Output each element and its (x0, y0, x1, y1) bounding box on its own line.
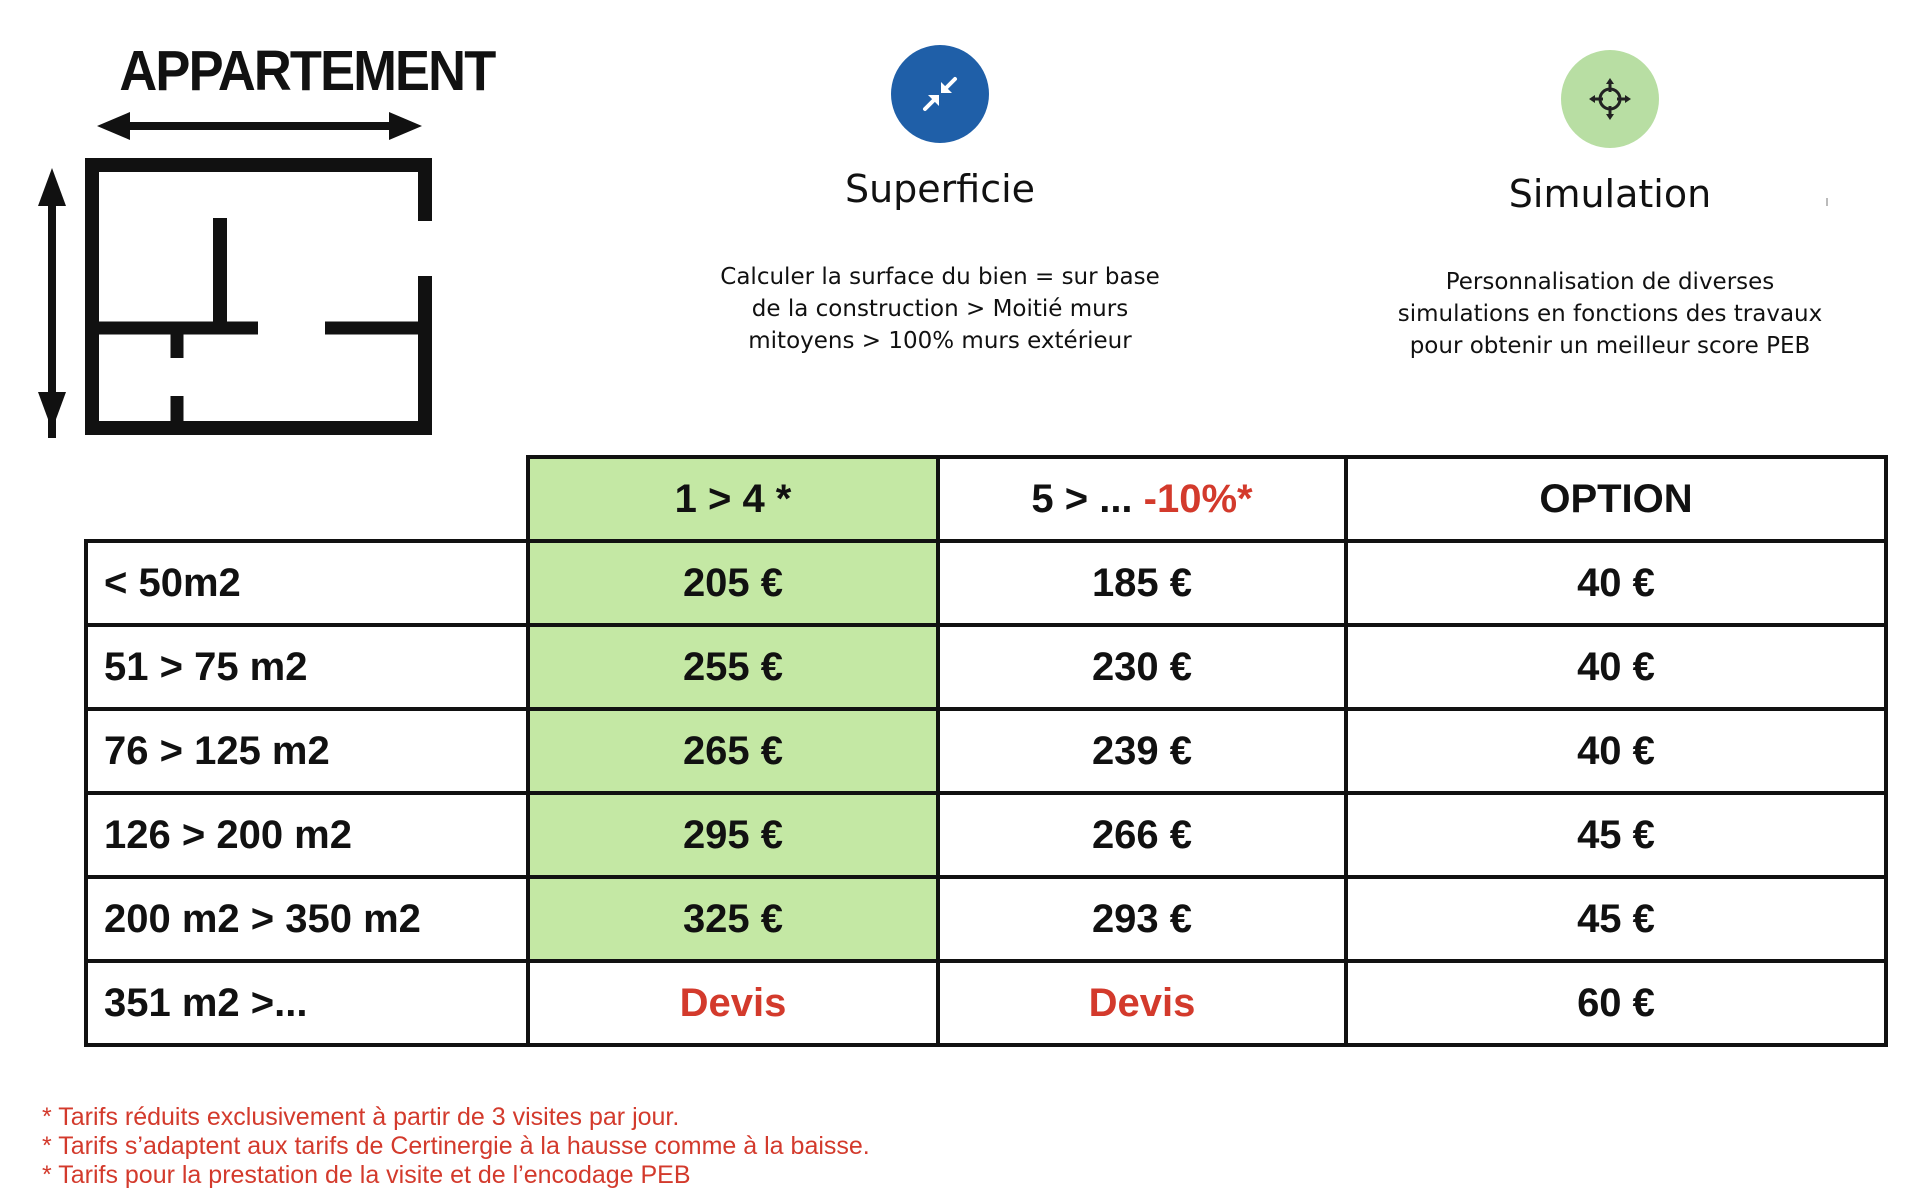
price-option: 45 € (1346, 793, 1886, 877)
price-option: 40 € (1346, 625, 1886, 709)
footnote: * Tarifs réduits exclusivement à partir de 3 visites par jour. (42, 1103, 680, 1131)
table-row (86, 793, 1886, 877)
price-1-4: 265 € (528, 709, 938, 793)
price-5-plus: 230 € (938, 625, 1346, 709)
surface-range: 51 > 75 m2 (86, 625, 528, 709)
description-line: pour obtenir un meilleur score PEB (1409, 333, 1811, 359)
crosshair-icon (1561, 50, 1659, 148)
surface-range: < 50m2 (86, 541, 528, 625)
floorplan-icon (30, 38, 440, 438)
quote-5-plus: Devis (938, 961, 1346, 1045)
footnotes (42, 1103, 870, 1190)
price-1-4: 205 € (528, 541, 938, 625)
feature-superficie (690, 45, 1190, 357)
footnote: * Tarifs s’adaptent aux tarifs de Certinergie à la hausse comme à la baisse. (42, 1132, 870, 1160)
table-row (86, 541, 1886, 625)
simulation-badge (1561, 50, 1659, 148)
simulation-title: Simulation (1508, 172, 1712, 216)
pricing-table (84, 455, 1888, 1047)
table-row (86, 625, 1886, 709)
header-5-plus-label: 5 > ... (1031, 476, 1144, 521)
surface-range: 126 > 200 m2 (86, 793, 528, 877)
price-1-4: 295 € (528, 793, 938, 877)
description-line: Calculer la surface du bien = sur base (720, 264, 1160, 290)
table-row (86, 709, 1886, 793)
description-line: simulations en fonctions des travaux (1397, 301, 1823, 327)
compress-arrows-icon (891, 45, 989, 143)
header-5-plus-visits (938, 457, 1346, 541)
logo-title: APPARTEMENT (119, 39, 495, 103)
description-line: de la construction > Moitié murs (751, 296, 1129, 322)
superficie-title: Superficie (844, 167, 1036, 211)
footnote: * Tarifs pour la prestation de la visite et de l’encodage PEB (42, 1161, 691, 1189)
superficie-badge (891, 45, 989, 143)
description-line: Personnalisation de diverses (1445, 269, 1775, 295)
surface-range: 76 > 125 m2 (86, 709, 528, 793)
price-5-plus: 266 € (938, 793, 1346, 877)
superficie-description (690, 261, 1190, 357)
table-header-row (86, 457, 1886, 541)
price-5-plus: 185 € (938, 541, 1346, 625)
price-option: 45 € (1346, 877, 1886, 961)
apartment-logo (30, 38, 495, 438)
price-option: 60 € (1346, 961, 1886, 1045)
stray-mark (1826, 198, 1828, 206)
quote-1-4: Devis (528, 961, 938, 1045)
simulation-description (1360, 266, 1860, 362)
table-row (86, 877, 1886, 961)
price-option: 40 € (1346, 541, 1886, 625)
price-option: 40 € (1346, 709, 1886, 793)
surface-range: 351 m2 >... (86, 961, 528, 1045)
table-row (86, 961, 1886, 1045)
header-option: OPTION (1346, 457, 1886, 541)
description-line: mitoyens > 100% murs extérieur (748, 328, 1132, 354)
price-5-plus: 239 € (938, 709, 1346, 793)
header-1-4-visits: 1 > 4 * (528, 457, 938, 541)
price-1-4: 255 € (528, 625, 938, 709)
header-empty-cell (86, 457, 528, 541)
discount-badge: -10%* (1143, 476, 1253, 521)
price-5-plus: 293 € (938, 877, 1346, 961)
surface-range: 200 m2 > 350 m2 (86, 877, 528, 961)
feature-simulation (1360, 50, 1860, 362)
price-1-4: 325 € (528, 877, 938, 961)
